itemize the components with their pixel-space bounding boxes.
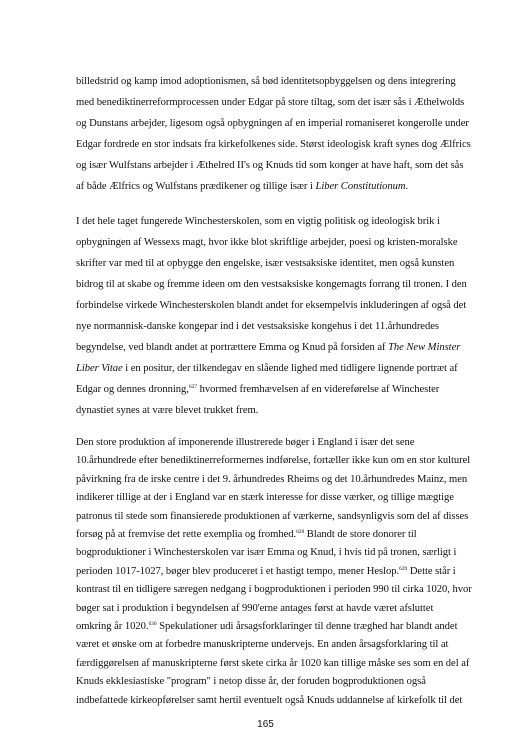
text-line: omkring år 1020.$^{630}$ Spekulationer udi årsagsforklaringer til denne træghed har blandt andet (76, 621, 458, 632)
italic-title: The New Minster (388, 342, 461, 353)
text-line: med benediktinerreformprocessen under Edgar på store tiltag, som det især sås i Æthelwolds (76, 97, 465, 108)
italic-title: Liber Vitae (76, 363, 123, 374)
text-line: og især Wulfstans arbejder i Æthelred II's og Knuds tid som konger at have haft, som det sås (76, 160, 464, 171)
text-line: Den store produktion af imponerende illustrerede bøger i England i især det sene (76, 437, 415, 448)
text-line: indikerer tillige at der i England var en stærk interesse for disse værker, og tillige mægtige (76, 492, 454, 504)
footnote-ref: 629 (399, 565, 408, 572)
text-line: nye normannisk-danske kongepar ind i det vestsaksiske kongehus i det 11.århundredes (76, 321, 439, 332)
footnote-ref: 628 (296, 529, 305, 535)
text-line: af både Ælfrics og Wulfstans prædikener og tillige især i Liber Constitutionum. (76, 181, 409, 192)
text-line: begyndelse, ved blandt andet at portrættere Emma og Knud på forsiden af The New Minster (76, 342, 461, 353)
text-line: indbefattede kirkeopførelser samt hertil eventuelt også Knuds uddannelse af kirkefolk til det (76, 694, 463, 706)
text-line: I det hele taget fungerede Winchesterskolen, som en vigtig politisk og ideologisk brik i (76, 216, 440, 227)
text-line: patronus til stede som finansierede produktionen af værkerne, sandsynligvis som del af disses (76, 510, 469, 522)
footnote-ref: 627 (188, 384, 198, 390)
text-line: forbindelse virkede Winchesterskolen blandt andet for eksempelvis inkluderingen af også det (76, 300, 467, 311)
text-line: færdiggørelsen af manuskripterne først skete cirka år 1020 kan tillige måske ses som en del af (76, 657, 470, 669)
text-line: bogproduktioner i Winchesterskolen var især Emma og Knud, i hvis tid på tronen, særligt i (76, 547, 457, 559)
text-line: opbygningen af Wessexs magt, hvor ikke blot skriftlige arbejder, poesi og kristen-moralske (76, 237, 458, 248)
footnote-ref: 630 (148, 621, 157, 627)
text-line: været et ønske om at forbedre manuskripterne undervejs. En anden årsagsforklaring til at (76, 639, 449, 651)
text-line: perioden 1017-1027, bøger blev produceret i et hastigt tempo, mener Heslop.$^{629}$ Dette står i (76, 565, 456, 577)
text-line: bøger sat i produktion i begyndelsen af 990'erne antages først at havde været afsluttet (76, 602, 434, 614)
text-line: Liber Vitae i en positur, der tilkendegav en slående lighed med tidligere lignende portræt af (76, 363, 458, 374)
text-line: 10.århundrede efter benediktinerreformernes indførelse, fortæller ikke kun om en stor kulturel (76, 455, 471, 467)
text-line: skrifter var med til at opbygge den engelske, især vestsaksiske identitet, men også kunsten (76, 258, 455, 269)
italic-title: Liber Constitutionum (315, 181, 406, 192)
text-line: og Dunstans arbejder, ligesom også opbygningen af en imperial romaniseret kongerolle under (76, 118, 469, 129)
text-line: kontrast til en tidligere særegen nedgang i bogproduktionen i perioden 990 til cirka 1020, hvor (76, 584, 472, 596)
text-line: Edgar og dennes dronning,$^{627}$ hvormed fremhævelsen af en videreførelse af Winchester (76, 384, 440, 395)
text-line: billedstrid og kamp imod adoptionismen, så bød identitetsopbyggelsen og dens integrering (76, 76, 456, 87)
text-line: forsøg på at fremvise det rette exemplia og fromhed.$^{628}$ Blandt de store donorer til (76, 529, 417, 540)
page-number: 165 (257, 719, 274, 730)
text-line: Knuds ekklesiastiske "program" i netop disse år, der foruden bogproduktionen også (76, 676, 426, 688)
text-line: Edgar fordrede en stor indsats fra kirkefolkenes side. Størst ideologisk kraft synes dog Ælfrics (76, 139, 471, 150)
text-line: bidrog til at skabe og fremme ideen om den vestsaksiske kongemagts forrang til tronen. I den (76, 279, 467, 290)
text-line: dynastiet synes at være blevet trukket frem. (76, 405, 259, 416)
text-line: påvirkning fra de irske centre i det 9. århundredes Rheims og det 10.århundredes Mainz, men (76, 473, 468, 485)
